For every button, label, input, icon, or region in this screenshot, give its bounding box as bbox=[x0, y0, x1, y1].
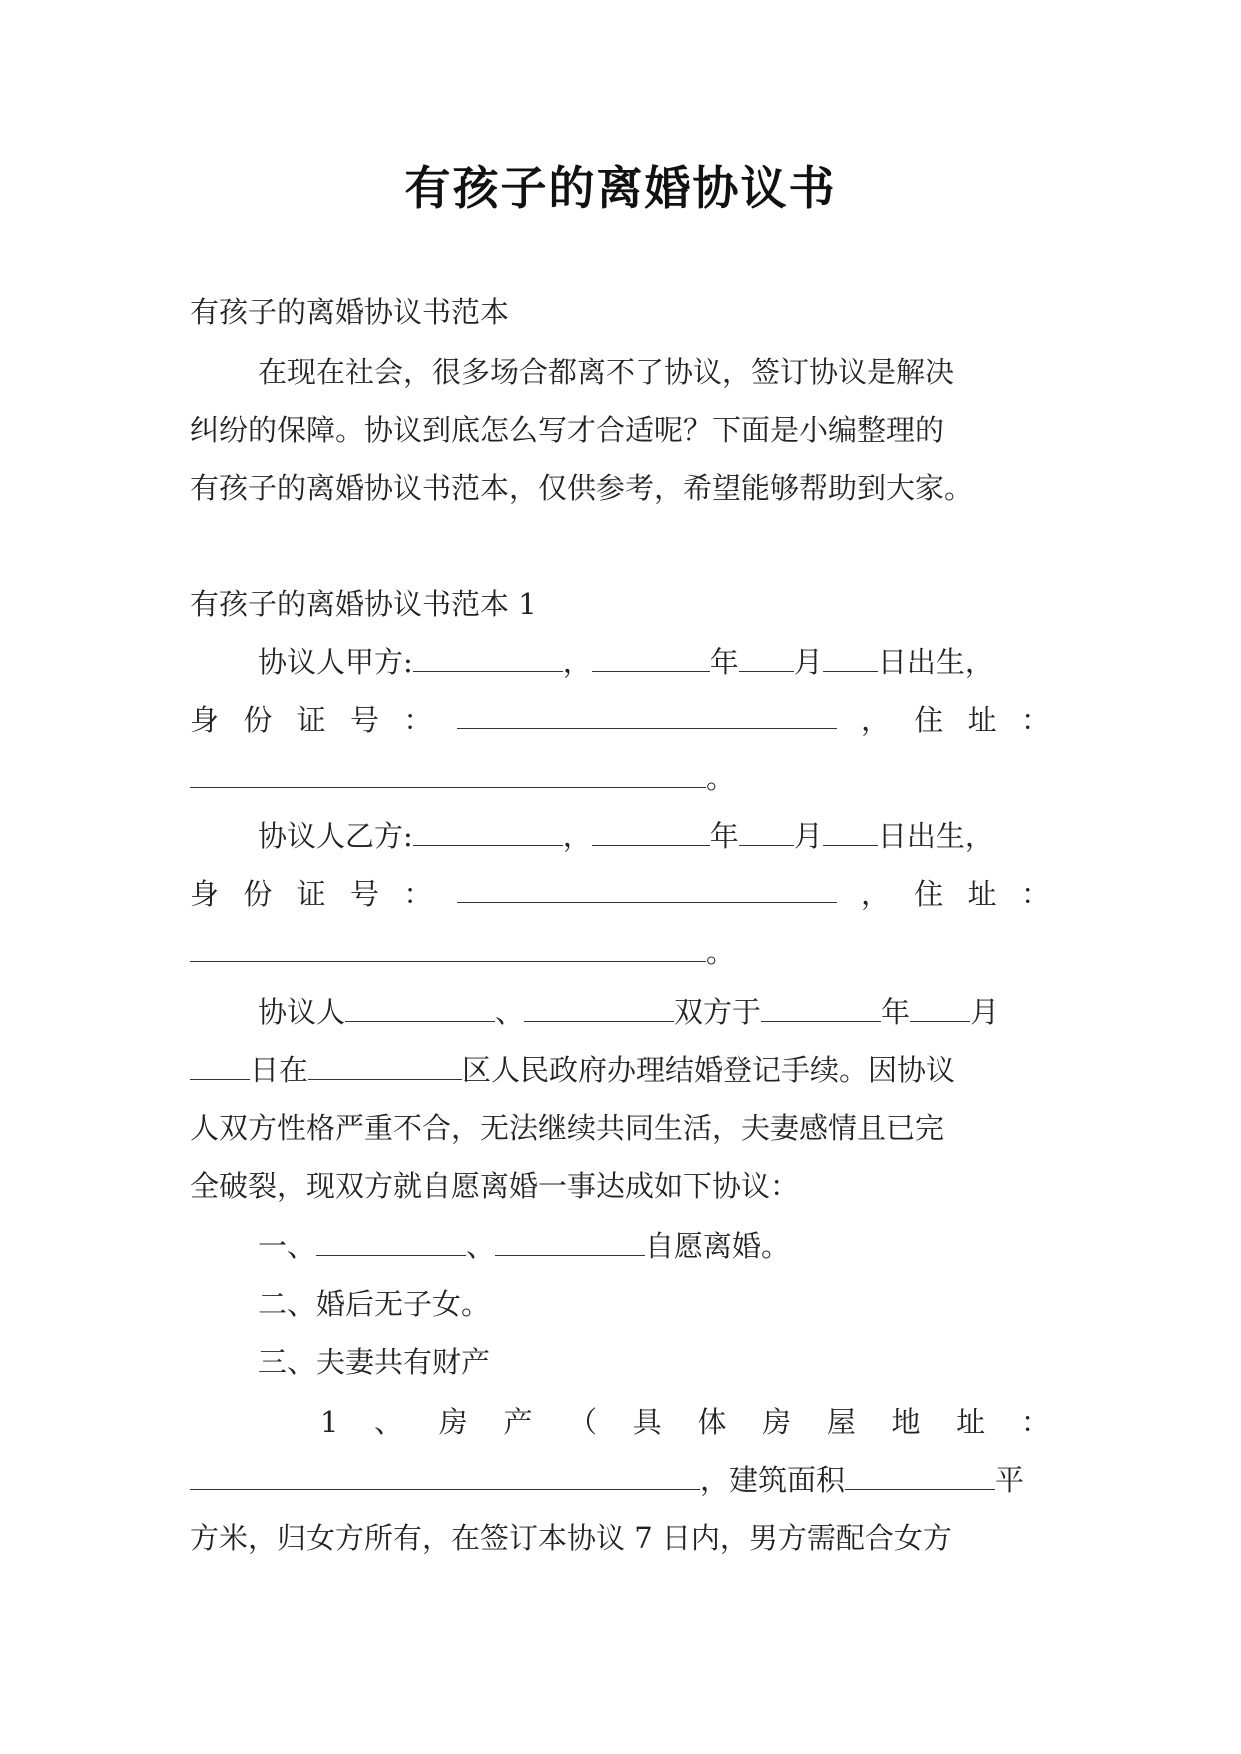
blank-field bbox=[761, 993, 881, 1022]
blank-field bbox=[413, 817, 563, 846]
agreement-line-3: 人双方性格严重不合，无法继续共同生活，夫妻感情且已完 bbox=[190, 1111, 945, 1145]
item-3: 三、夫妻共有财产 bbox=[258, 1345, 491, 1379]
item-2: 二、婚后无子女。 bbox=[258, 1287, 491, 1321]
party-a-address-line: 。 bbox=[190, 758, 1050, 798]
document-title: 有孩子的离婚协议书 bbox=[404, 161, 837, 215]
party-a-line: 协议人甲方: ， 年 月 日出生， bbox=[258, 645, 994, 679]
intro-line-2: 纠纷的保障。协议到底怎么写才合适呢？下面是小编整理的 bbox=[190, 413, 945, 447]
party-a-id-line: 身 份 证 号 ： ， 住 址 ： bbox=[190, 700, 1050, 740]
blank-field bbox=[845, 1461, 995, 1490]
blank-field bbox=[308, 1051, 462, 1080]
blank-field bbox=[592, 643, 710, 672]
blank-field bbox=[823, 817, 878, 846]
intro-line-3: 有孩子的离婚协议书范本，仅供参考，希望能够帮助到大家。 bbox=[190, 471, 974, 505]
blank-field bbox=[457, 874, 837, 903]
agreement-line-4: 全破裂，现双方就自愿离婚一事达成如下协议： bbox=[190, 1169, 800, 1203]
blank-field bbox=[457, 700, 837, 729]
house-line-1: 1 、 房 产 （ 具 体 房 屋 地 址 ： bbox=[320, 1405, 1050, 1439]
house-line-2: ，建筑面积 平 bbox=[190, 1460, 1050, 1500]
party-b-line: 协议人乙方: ， 年 月 日出生， bbox=[258, 819, 994, 853]
agreement-line-2: 日在 区人民政府办理结婚登记手续。因协议 bbox=[190, 1050, 1050, 1090]
blank-field bbox=[413, 643, 563, 672]
blank-field bbox=[190, 1051, 250, 1080]
section-heading: 有孩子的离婚协议书范本 bbox=[190, 295, 510, 329]
blank-field bbox=[345, 993, 495, 1022]
blank-field bbox=[739, 643, 794, 672]
party-b-id-line: 身 份 证 号 ： ， 住 址 ： bbox=[190, 874, 1050, 914]
house-line-3: 方米，归女方所有，在签订本协议 7 日内，男方需配合女方 bbox=[190, 1521, 952, 1555]
blank-field bbox=[910, 993, 970, 1022]
sample-heading: 有孩子的离婚协议书范本 1 bbox=[190, 587, 537, 621]
blank-field bbox=[524, 993, 674, 1022]
intro-line-1: 在现在社会，很多场合都离不了协议，签订协议是解决 bbox=[258, 355, 955, 389]
blank-field bbox=[592, 817, 710, 846]
blank-field bbox=[316, 1227, 466, 1256]
blank-field bbox=[190, 759, 706, 788]
item-1: 一、 、 自愿离婚。 bbox=[258, 1229, 791, 1263]
blank-field bbox=[190, 933, 706, 962]
agreement-line-1: 协议人 、 双方于 年 月 bbox=[258, 995, 1000, 1029]
party-b-address-line: 。 bbox=[190, 932, 1050, 972]
blank-field bbox=[739, 817, 794, 846]
blank-field bbox=[823, 643, 878, 672]
blank-field bbox=[190, 1461, 700, 1490]
blank-field bbox=[495, 1227, 645, 1256]
